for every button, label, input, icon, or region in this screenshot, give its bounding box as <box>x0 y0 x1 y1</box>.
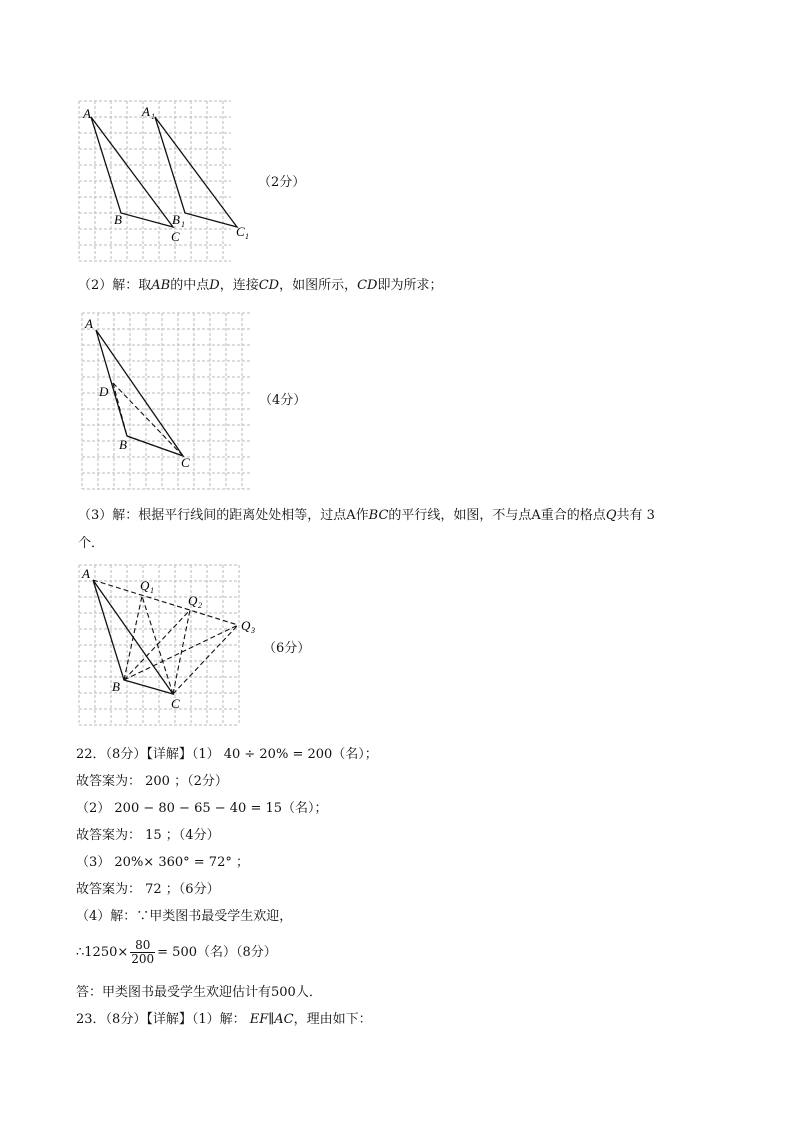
q23-parallel-statement: EF∥AC <box>249 1012 294 1027</box>
calc-suffix: = 500（名）（8分） <box>157 945 277 960</box>
part-2-mid: 的中点 <box>170 278 210 293</box>
part-3-suffix: 共有 3 <box>616 508 655 523</box>
fraction-denominator: 200 <box>131 952 155 966</box>
part-3-line-2: 个． <box>78 536 105 551</box>
part-2-prefix: （2）解：取 <box>78 278 152 293</box>
label-C-2: C <box>181 455 190 470</box>
dashed-C-Q3 <box>173 625 238 694</box>
label-Q3-sub: 3 <box>251 626 255 635</box>
fraction-numerator: 80 <box>130 939 155 953</box>
label-A-2: A <box>85 316 93 331</box>
label-B-2: B <box>119 437 127 452</box>
label-C-3: C <box>171 696 180 711</box>
q22-part-3: （3） 20%× 360° = 72° ； <box>76 855 249 870</box>
label-C: C <box>171 229 180 244</box>
label-B-3: B <box>112 679 120 694</box>
label-B: B <box>114 212 122 227</box>
part-3-mid: 的平行线，如图，不与点A重合的格点 <box>388 508 606 523</box>
part-2-suffix: 即为所求； <box>377 278 443 293</box>
fraction-80-200 <box>130 939 155 966</box>
score-figure-2: （4分） <box>259 393 307 408</box>
q22-header: 22．（8分）【详解】（1） 40 ÷ 20% = 200（名）； <box>76 747 378 762</box>
label-C1: C <box>236 224 245 239</box>
parallel-line-A-Q3 <box>93 580 238 625</box>
score-figure-3: （6分） <box>263 641 311 656</box>
part-2-as-shown: ，如图所示， <box>279 278 358 293</box>
grid-3 <box>79 565 239 725</box>
point-D: D <box>209 278 220 293</box>
label-Q2: Q <box>188 593 198 608</box>
label-A1: A <box>142 104 150 119</box>
label-Q3: Q <box>241 618 251 633</box>
figure-2-median <box>79 310 254 492</box>
figure-3-parallel <box>76 562 266 732</box>
part-3-prefix: （3）解：根据平行线间的距离处处相等，过点A作 <box>78 508 369 523</box>
label-B1: B <box>172 212 180 227</box>
q22-answer-1: 故答案为： 200 ；（2分） <box>76 774 228 789</box>
label-Q1-sub: 1 <box>150 586 154 595</box>
label-A: A <box>83 106 91 121</box>
q22-answer-2: 故答案为： 15 ；（4分） <box>76 828 220 843</box>
calc-prefix: ∴1250× <box>76 945 129 960</box>
part-2-text <box>78 278 442 294</box>
label-D-2: D <box>99 384 109 399</box>
label-Q1: Q <box>140 578 150 593</box>
label-B1-sub: 1 <box>181 220 185 229</box>
q22-part-4: （4）解：∵甲类图书最受学生欢迎， <box>76 909 293 924</box>
q23-header <box>76 1012 372 1028</box>
part-2-connect: ，连接 <box>219 278 259 293</box>
part-3-text <box>78 508 655 524</box>
q23-prefix: 23．（8分）【详解】（1）解： <box>76 1012 246 1027</box>
q22-answer-3: 故答案为： 72 ；（6分） <box>76 882 220 897</box>
grid-2 <box>82 313 250 489</box>
label-A1-sub: 1 <box>151 112 155 121</box>
segment-CD-2: CD <box>357 278 378 293</box>
label-A-3: A <box>82 566 90 581</box>
dashed-C-Q2 <box>173 610 190 694</box>
segment-AB: AB <box>151 278 171 293</box>
score-figure-1: （2分） <box>258 175 306 190</box>
point-Q: Q <box>605 508 617 523</box>
segment-BC: BC <box>368 508 389 523</box>
q22-calculation <box>76 937 277 969</box>
label-C1-sub: 1 <box>245 232 249 241</box>
q23-suffix: ，理由如下： <box>293 1012 372 1027</box>
segment-CD-1: CD <box>258 278 280 293</box>
q22-part-2: （2） 200 − 80 − 65 − 40 = 15（名）； <box>76 801 328 816</box>
q22-final-answer: 答：甲类图书最受学生欢迎估计有500人． <box>76 985 322 1000</box>
grid-1 <box>79 101 231 261</box>
label-Q2-sub: 2 <box>198 601 202 610</box>
